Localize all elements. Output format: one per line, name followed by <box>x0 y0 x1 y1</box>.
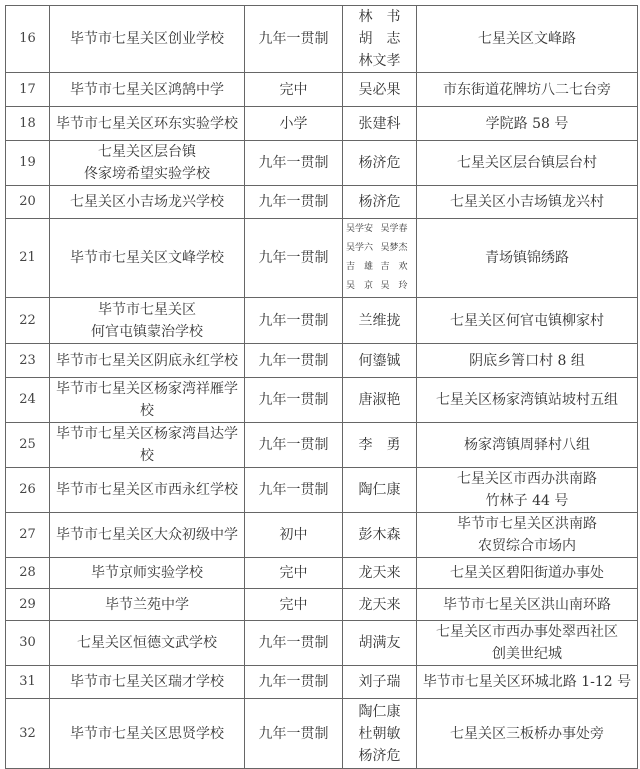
school-name: 毕节市七星关区大众初级中学 <box>50 513 245 558</box>
row-number: 21 <box>6 219 50 298</box>
table-row <box>6 219 638 298</box>
principal-name: 刘子瑞 <box>343 666 417 699</box>
row-number: 25 <box>6 423 50 468</box>
school-address: 学院路 58 号 <box>417 107 638 141</box>
table-row <box>6 666 638 699</box>
principal-list <box>344 220 415 296</box>
school-address: 毕节市七星关区洪山南环路 <box>417 589 638 621</box>
school-type: 小学 <box>245 107 343 141</box>
principal-name: 杨济危 <box>343 141 417 186</box>
school-name: 七星关区层台镇 佟家塝希望实验学校 <box>50 141 245 186</box>
school-type: 九年一贯制 <box>245 186 343 219</box>
school-address: 阴底乡箐口村 8 组 <box>417 344 638 378</box>
principal-name: 彭木森 <box>343 513 417 558</box>
row-number: 27 <box>6 513 50 558</box>
school-type: 九年一贯制 <box>245 141 343 186</box>
principal-name: 吉 欢 <box>380 262 408 272</box>
table-row <box>6 6 638 73</box>
table-row <box>6 589 638 621</box>
row-number: 17 <box>6 73 50 107</box>
table-body <box>6 6 638 769</box>
table-row <box>6 699 638 769</box>
school-table <box>5 5 638 769</box>
school-name: 毕节市七星关区创业学校 <box>50 6 245 73</box>
row-number: 28 <box>6 558 50 589</box>
school-name: 毕节兰苑中学 <box>50 589 245 621</box>
principal-name: 张建科 <box>343 107 417 141</box>
school-address: 七星关区市西办洪南路 竹林子 44 号 <box>417 468 638 513</box>
principal-name: 杨济危 <box>343 186 417 219</box>
school-name: 毕节市七星关区鸿鹄中学 <box>50 73 245 107</box>
row-number: 30 <box>6 621 50 666</box>
principal-name: 胡满友 <box>343 621 417 666</box>
row-number: 16 <box>6 6 50 73</box>
principal-name: 陶仁康 <box>343 468 417 513</box>
school-type: 九年一贯制 <box>245 468 343 513</box>
row-number: 22 <box>6 298 50 344</box>
school-type: 完中 <box>245 589 343 621</box>
school-address: 市东街道花牌坊八二七台旁 <box>417 73 638 107</box>
principal-name: 唐淑艳 <box>343 378 417 423</box>
table-row <box>6 468 638 513</box>
school-address: 七星关区三板桥办事处旁 <box>417 699 638 769</box>
principal-name: 李 勇 <box>343 423 417 468</box>
school-address: 毕节市七星关区环城北路 1-12 号 <box>417 666 638 699</box>
school-address: 七星关区小吉场镇龙兴村 <box>417 186 638 219</box>
school-type: 九年一贯制 <box>245 666 343 699</box>
school-address: 七星关区市西办事处翠西社区 创美世纪城 <box>417 621 638 666</box>
school-address: 七星关区文峰路 <box>417 6 638 73</box>
school-type: 完中 <box>245 73 343 107</box>
table-row <box>6 378 638 423</box>
table-row <box>6 73 638 107</box>
school-address: 青场镇锦绣路 <box>417 219 638 298</box>
school-type: 九年一贯制 <box>245 6 343 73</box>
school-name: 毕节市七星关区环东实验学校 <box>50 107 245 141</box>
principal-name: 吴学安 <box>346 224 374 234</box>
principal-name: 吴必果 <box>343 73 417 107</box>
school-type: 九年一贯制 <box>245 344 343 378</box>
principal-name: 陶仁康 杜朝敏 杨济危 <box>343 699 417 769</box>
school-type: 九年一贯制 <box>245 699 343 769</box>
table-row <box>6 141 638 186</box>
table-row <box>6 621 638 666</box>
table-row <box>6 558 638 589</box>
school-address: 杨家湾镇周驿村八组 <box>417 423 638 468</box>
row-number: 26 <box>6 468 50 513</box>
school-name: 毕节京师实验学校 <box>50 558 245 589</box>
school-name: 毕节市七星关区阴底永红学校 <box>50 344 245 378</box>
table-row <box>6 186 638 219</box>
school-type: 九年一贯制 <box>245 423 343 468</box>
table-row <box>6 298 638 344</box>
principal-name: 吴学春 <box>380 224 408 234</box>
principal-name: 龙天来 <box>343 558 417 589</box>
table-row <box>6 107 638 141</box>
school-address: 七星关区何官屯镇柳家村 <box>417 298 638 344</box>
school-type: 初中 <box>245 513 343 558</box>
school-address: 七星关区杨家湾镇站坡村五组 <box>417 378 638 423</box>
row-number: 20 <box>6 186 50 219</box>
principal-name: 兰维拢 <box>343 298 417 344</box>
row-number: 18 <box>6 107 50 141</box>
school-name: 毕节市七星关区杨家湾昌达学校 <box>50 423 245 468</box>
row-number: 29 <box>6 589 50 621</box>
school-type: 完中 <box>245 558 343 589</box>
school-name: 毕节市七星关区 何官屯镇蒙治学校 <box>50 298 245 344</box>
principal-name <box>343 219 417 298</box>
school-address: 七星关区碧阳街道办事处 <box>417 558 638 589</box>
school-name: 毕节市七星关区瑞才学校 <box>50 666 245 699</box>
school-type: 九年一贯制 <box>245 298 343 344</box>
principal-name: 何鎏铖 <box>343 344 417 378</box>
school-address: 毕节市七星关区洪南路 农贸综合市场内 <box>417 513 638 558</box>
row-number: 23 <box>6 344 50 378</box>
row-number: 24 <box>6 378 50 423</box>
principal-name: 吉 雄 <box>346 262 374 272</box>
table-row <box>6 423 638 468</box>
school-type: 九年一贯制 <box>245 378 343 423</box>
school-name: 毕节市七星关区市西永红学校 <box>50 468 245 513</box>
school-type: 九年一贯制 <box>245 219 343 298</box>
school-name: 毕节市七星关区文峰学校 <box>50 219 245 298</box>
table-row <box>6 344 638 378</box>
principal-name: 吴 京 <box>346 281 374 291</box>
school-name: 七星关区恒德文武学校 <box>50 621 245 666</box>
principal-name: 吴梦杰 <box>380 243 408 253</box>
principal-name: 吴 玲 <box>380 281 408 291</box>
school-type: 九年一贯制 <box>245 621 343 666</box>
table-row <box>6 513 638 558</box>
principal-name: 林 书 胡 志 林文孝 <box>343 6 417 73</box>
principal-name: 吴学六 <box>346 243 374 253</box>
principal-name: 龙天来 <box>343 589 417 621</box>
school-address: 七星关区层台镇层台村 <box>417 141 638 186</box>
row-number: 19 <box>6 141 50 186</box>
school-name: 毕节市七星关区杨家湾祥雁学校 <box>50 378 245 423</box>
row-number: 31 <box>6 666 50 699</box>
school-name: 毕节市七星关区思贤学校 <box>50 699 245 769</box>
row-number: 32 <box>6 699 50 769</box>
school-name: 七星关区小吉场龙兴学校 <box>50 186 245 219</box>
